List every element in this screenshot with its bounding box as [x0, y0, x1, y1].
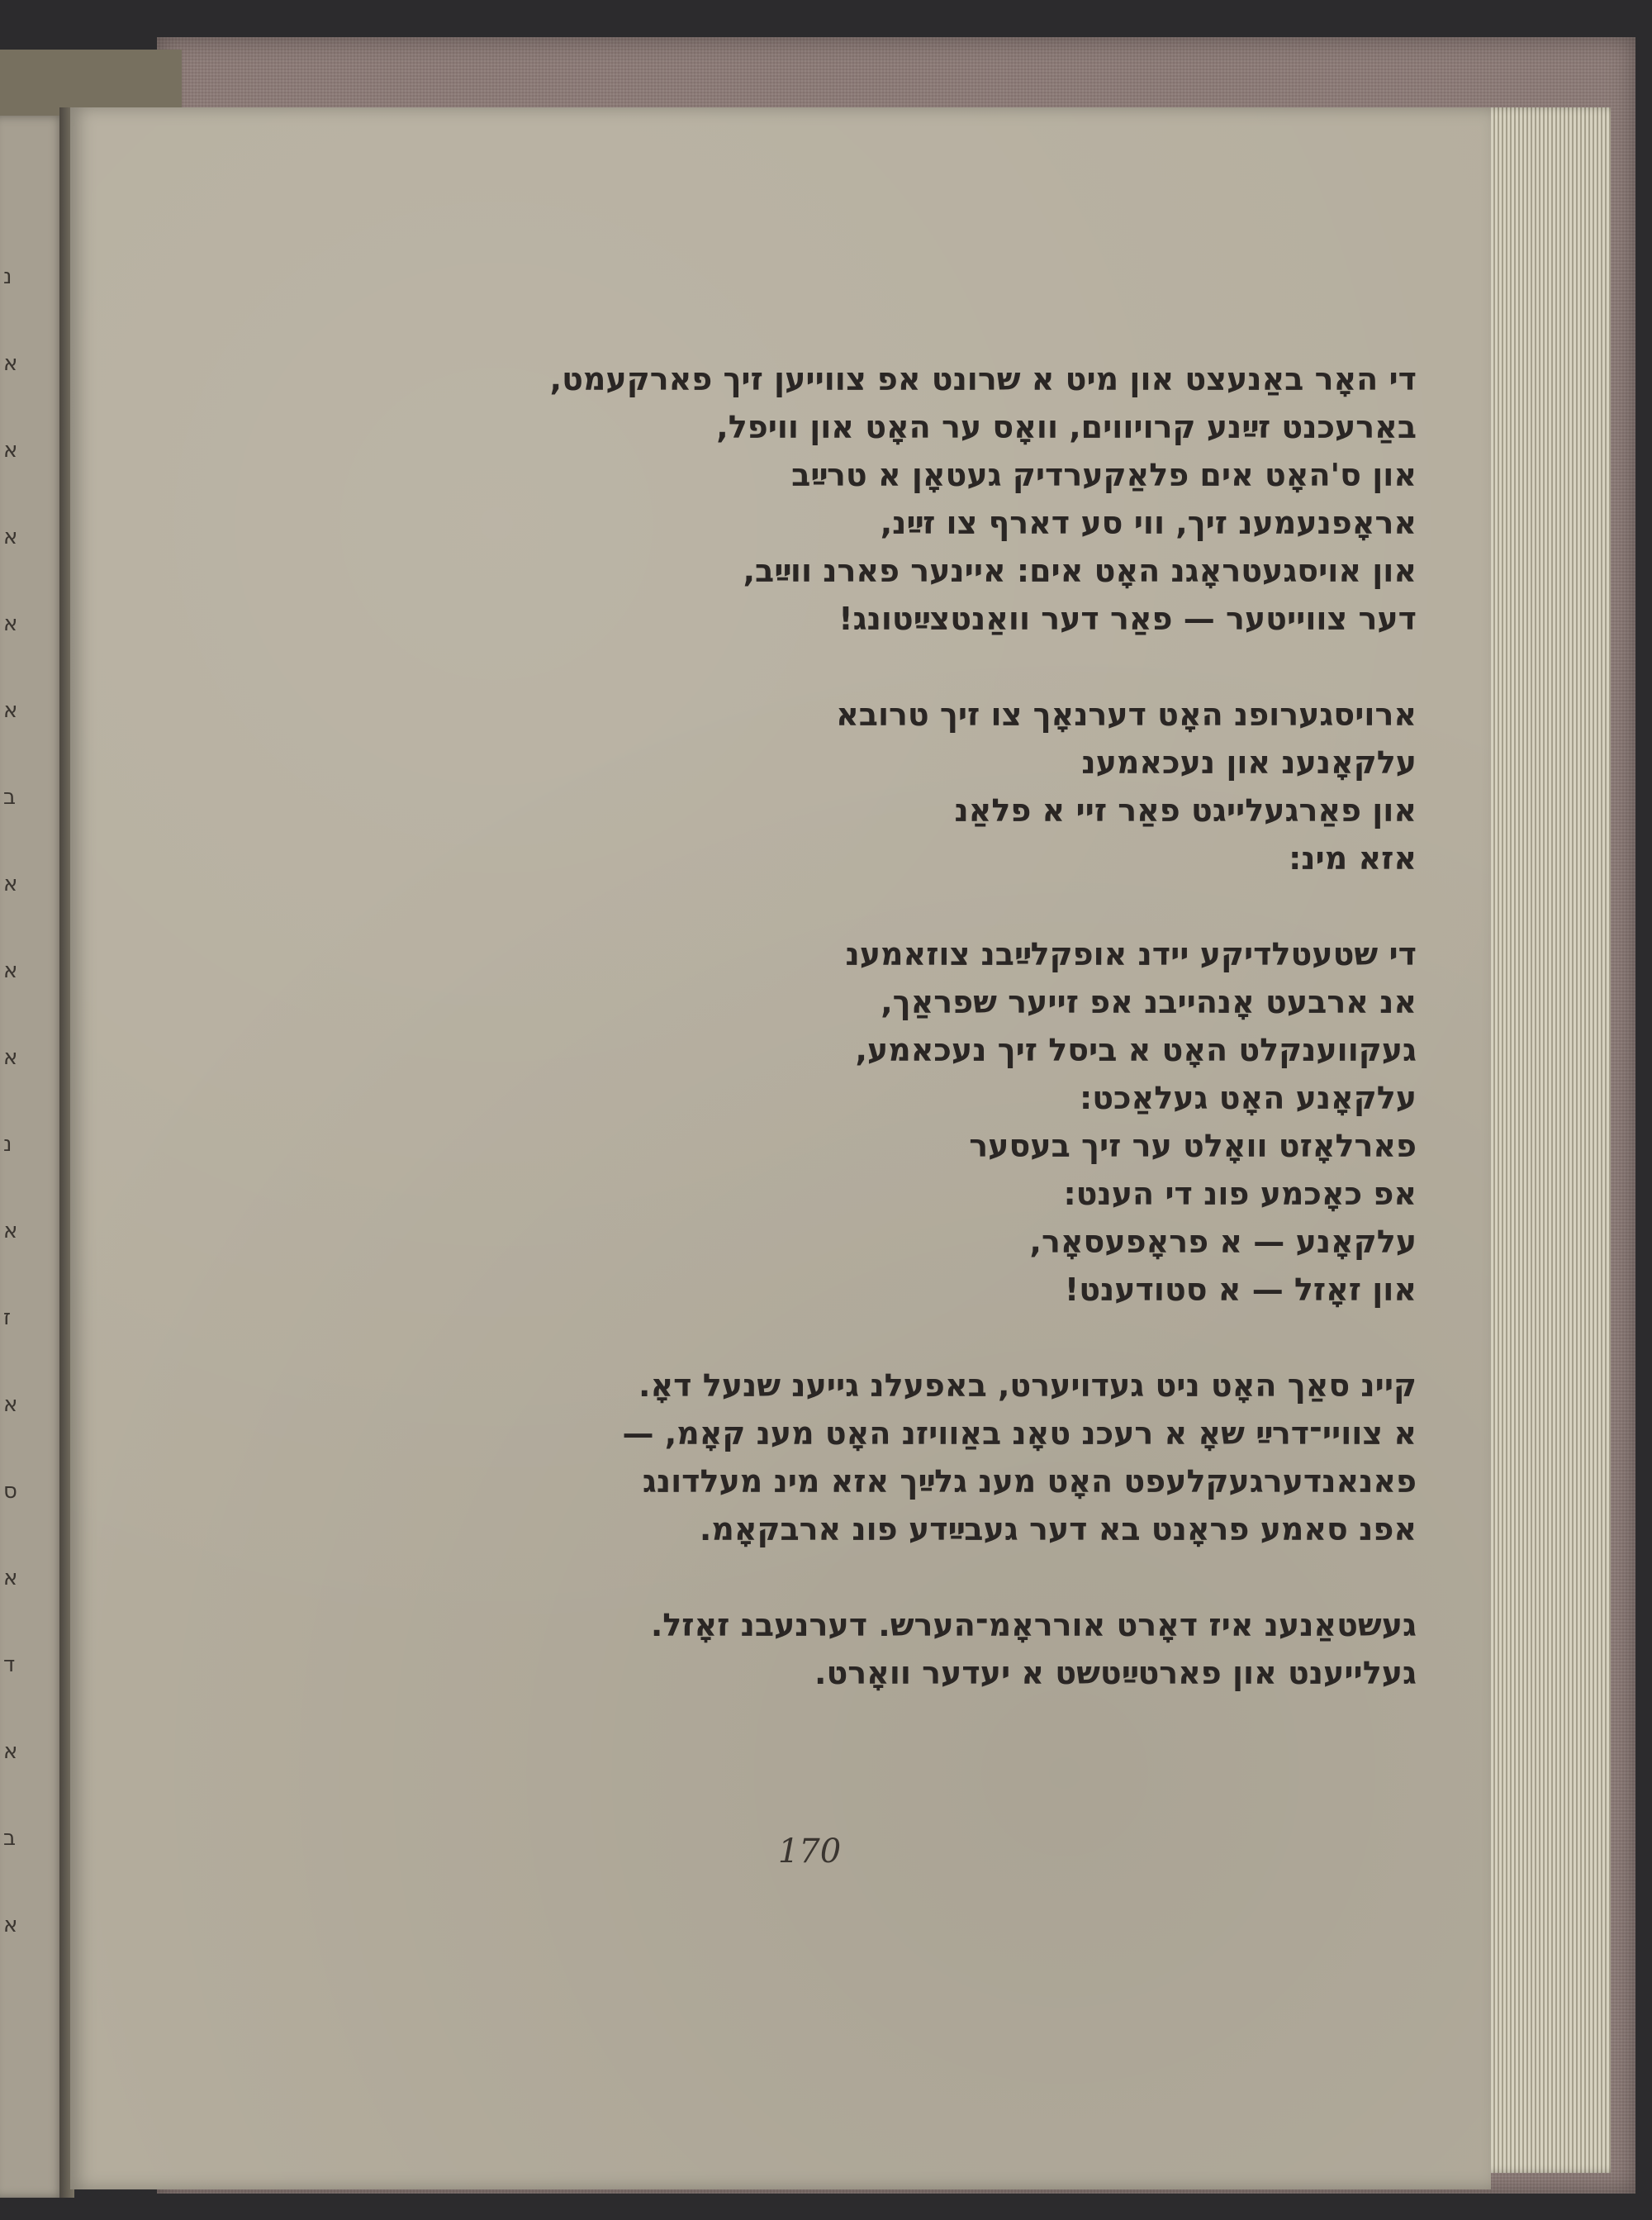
poem-line: געקווענקלט האָט א ביסל זיך נעכאמע,: [855, 1032, 1417, 1068]
poem-line: און פאַרגעלייגט פאַר זיי א פלאַנ: [954, 792, 1417, 829]
poem-line: עלקאָנע האָט געלאַכט:: [1080, 1080, 1417, 1116]
left-page-glyph: א: [3, 958, 18, 983]
poem-line: אפ כאָכמע פונ די הענט:: [1063, 1176, 1417, 1212]
left-page-glyph: נ: [3, 1132, 12, 1157]
poem-line: דער צווייטער — פאַר דער וואַנטצײַטונג!: [838, 601, 1417, 637]
page-number: 170: [777, 1833, 842, 1871]
left-page-glyph: ז: [3, 1305, 12, 1330]
left-page-glyph: א: [3, 438, 18, 463]
poem-line: קיינ סאַך האָט ניט געדויערט, באפעלנ גייענ שנעל דאָ.: [638, 1367, 1417, 1404]
poem-line: אראָפנעמענ זיך, ווי סע דארף צו זײַנ,: [880, 505, 1417, 541]
poem-line: א צוויי־דרײַ שאָ א רעכנ טאָנ באַוויזנ האָט מענ קאָמ, —: [622, 1415, 1417, 1452]
left-page-glyph: א: [3, 1392, 18, 1417]
left-page-glyph: ב: [3, 1826, 17, 1851]
poem-line: און אויסגעטראָגנ האָט אים: איינער פארנ ווײַב,: [743, 553, 1417, 589]
poem-line: ארויסגערופנ האָט דערנאָך צו זיך טרובא: [836, 696, 1417, 733]
poem-line: אזא מינ:: [1289, 840, 1417, 877]
poem-line: פארלאָזט וואָלט ער זיך בעסער: [969, 1128, 1417, 1164]
poem-line: די האָר באַנעצט און מיט א שרונט אפ צווייען זיך פארקעמט,: [549, 361, 1417, 397]
left-page-edge: [0, 116, 66, 2198]
left-page-glyph: א: [3, 525, 18, 549]
left-page-glyph: א: [3, 1219, 18, 1243]
stanza-5: [318, 1601, 1417, 1697]
left-page-glyph: א: [3, 1045, 18, 1070]
left-page-glyph: א: [3, 1739, 18, 1764]
poem-line: די שטעטלדיקע יידנ אופקלײַבנ צוזאמענ: [845, 936, 1417, 972]
left-page-glyph: ס: [3, 1479, 17, 1504]
poem-line: און ס'האָט אים פלאַקערדיק געטאָן א טרײַב: [791, 457, 1417, 493]
poem-text: [318, 355, 1417, 1745]
left-page-glyph: א: [3, 351, 18, 376]
poem-line: געלייענט און פארטײַטשט א יעדער וואָרט.: [814, 1655, 1417, 1691]
poem-line: אנ ארבעט אָנהייבנ אפ זייער שפראַך,: [881, 984, 1417, 1020]
page-edges: [1479, 107, 1611, 2173]
left-page-glyph: ב: [3, 785, 17, 810]
poem-line: פאנאנדערגעקלעפט האָט מענ גלײַך אזא מינ מעלדונג: [642, 1463, 1417, 1500]
stanza-4: [318, 1362, 1417, 1553]
left-page-glyph: א: [3, 698, 18, 723]
poem-line: און זאָזל — א סטודענט!: [1064, 1272, 1417, 1308]
left-page-glyph: א: [3, 1913, 18, 1937]
stanza-1: [318, 355, 1417, 643]
stanza-3: [318, 930, 1417, 1314]
right-page: [70, 107, 1491, 2189]
poem-line: געשטאַנענ איז דאָרט אורראָמ־הערש. דערנעבנ זאָזל.: [650, 1607, 1417, 1643]
poem-line: באַרעכנט זײַנע קרויווים, וואָס ער האָט און וויפל,: [716, 409, 1417, 445]
left-page-glyph: ד: [3, 1652, 16, 1677]
poem-line: עלקאָנע — א פראָפעסאָר,: [1029, 1224, 1417, 1260]
poem-line: אפנ סאמע פראָנט בא דער געבײַדע פונ ארבקאָמ.: [699, 1511, 1417, 1547]
left-page-glyph: א: [3, 611, 18, 636]
stanza-2: [318, 691, 1417, 882]
poem-line: עלקאָנענ און נעכאמענ: [1081, 744, 1417, 781]
left-page-glyph: א: [3, 872, 18, 896]
left-page-glyph: א: [3, 1566, 18, 1590]
left-page-glyph: נ: [3, 264, 12, 289]
